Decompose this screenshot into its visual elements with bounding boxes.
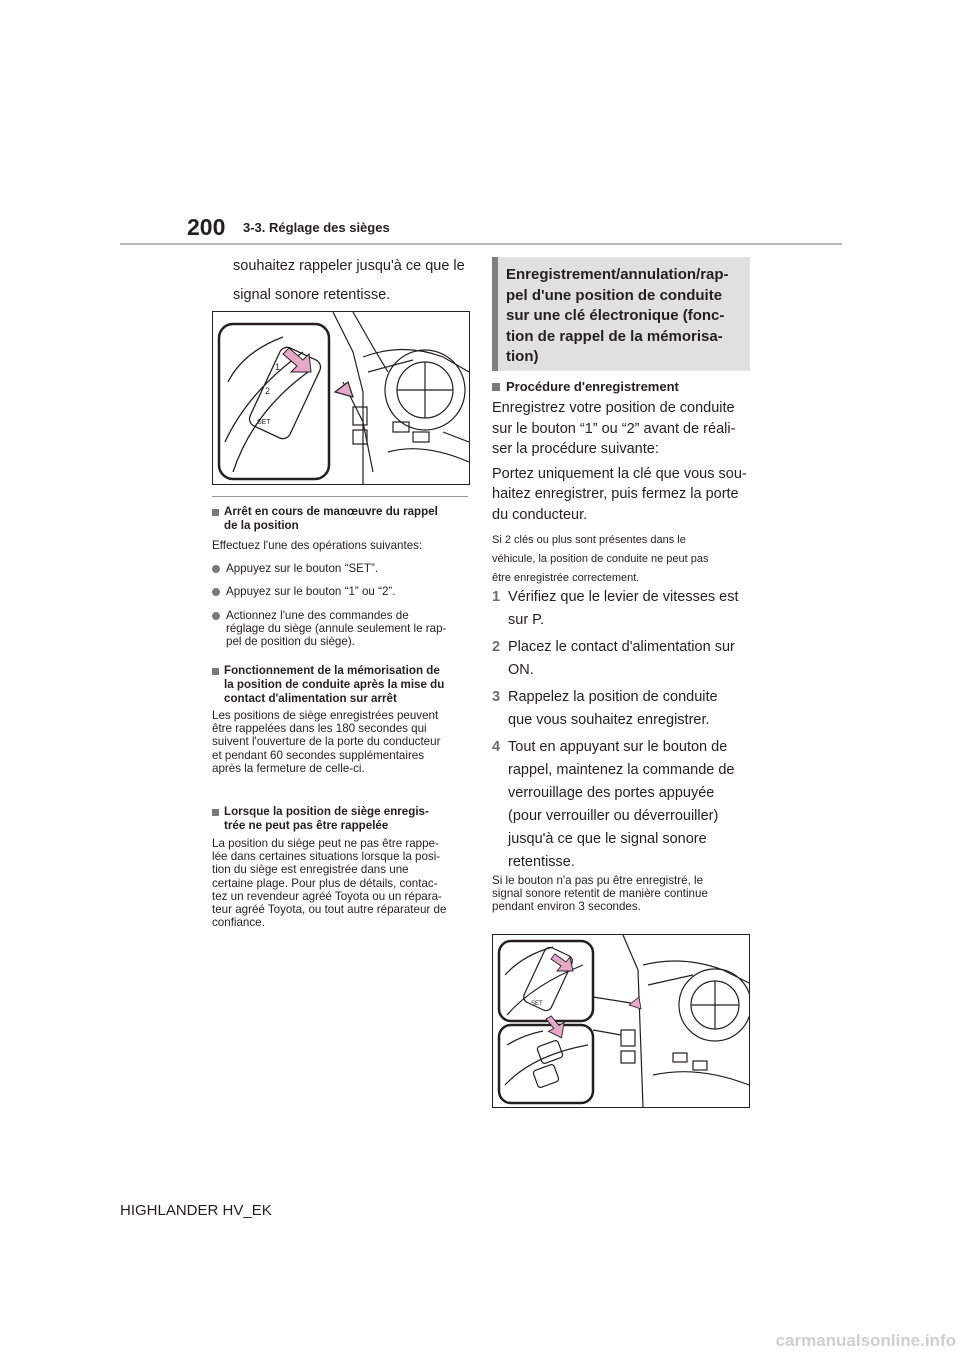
memory-buttons-illustration <box>213 312 469 484</box>
body-line: sur le bouton “1” ou “2” avant de réali- <box>492 420 736 437</box>
figure-memory-buttons <box>212 311 470 485</box>
body-line: certaine plage. Pour plus de détails, contac- <box>212 876 438 890</box>
note-line: Si 2 clés ou plus sont présentes dans le <box>492 534 686 546</box>
figure-key-registration <box>492 934 750 1108</box>
procedure-section <box>492 379 760 588</box>
heading-line: tion de rappel de la mémorisa- <box>506 327 723 345</box>
note-line: Si le bouton n'a pas pu être enregistré, le <box>492 874 704 887</box>
set-button-label: SET <box>257 419 271 426</box>
steps-list <box>492 586 760 874</box>
stop-recall-section <box>212 505 470 648</box>
body-line: La position du siège peut ne pas être rappe- <box>212 837 439 850</box>
step-line: retentisse. <box>508 854 575 870</box>
note-line: pendant environ 3 secondes. <box>492 900 641 914</box>
heading-line: trée ne peut pas être rappelée <box>224 819 389 832</box>
body-line: teur agréé Toyota, ou tout autre réparateur de <box>212 903 447 917</box>
button-1-label: 1 <box>275 362 281 372</box>
button-2-label: 2 <box>265 386 271 396</box>
list-item-text: Appuyez sur le bouton “SET”. <box>226 562 379 576</box>
square-bullet-icon <box>492 383 500 391</box>
step-number: 1 <box>492 589 501 605</box>
divider <box>212 496 468 497</box>
list-item <box>212 562 470 575</box>
step-number: 4 <box>492 739 501 755</box>
intro-line: souhaitez rappeler jusqu'à ce que le <box>233 258 465 274</box>
list-item-text: Appuyez sur le bouton “1” ou “2”. <box>226 585 396 599</box>
body-line: du conducteur. <box>492 506 588 523</box>
round-bullet-icon <box>212 612 220 620</box>
cannot-recall-section <box>212 805 470 929</box>
step-line: jusqu'à ce que le signal sonore <box>508 831 707 847</box>
failure-note <box>492 874 760 914</box>
step-3 <box>492 686 760 732</box>
heading-line: sur une clé électronique (fonc- <box>506 307 725 324</box>
list-item <box>212 609 470 649</box>
memory-after-off-section <box>212 664 470 775</box>
page-number: 200 <box>187 214 226 240</box>
step-2 <box>492 636 760 682</box>
body-line: confiance. <box>212 916 265 930</box>
step-number: 2 <box>492 639 501 655</box>
heading-line: Enregistrement/annulation/rap- <box>506 266 729 283</box>
intro-line: signal sonore retentisse. <box>233 287 391 303</box>
memory-after-off-heading <box>212 664 470 706</box>
chapter-title: 3-3. Réglage des sièges <box>243 220 390 235</box>
square-bullet-icon <box>212 668 219 675</box>
step-number: 3 <box>492 689 501 705</box>
step-line: (pour verrouiller ou déverrouiller) <box>508 808 719 824</box>
square-bullet-icon <box>212 509 219 516</box>
step-line: que vous souhaitez enregistrer. <box>508 712 710 728</box>
heading-line: Fonctionnement de la mémorisation de <box>224 664 440 677</box>
square-bullet-icon <box>212 809 219 816</box>
footer-model: HIGHLANDER HV_EK <box>120 1202 272 1219</box>
note-line: signal sonore retentit de manière continue <box>492 887 708 901</box>
step-4 <box>492 736 760 874</box>
heading-line: tion) <box>506 348 539 365</box>
note-line: véhicule, la position de conduite ne peut pas <box>492 553 709 565</box>
list-item-text: réglage du siège (annule seulement le rap- <box>226 621 447 635</box>
intro-text <box>233 255 473 307</box>
heading-line: pel d'une position de conduite <box>506 286 723 304</box>
heading-line: de la position <box>224 519 299 532</box>
watermark-logo <box>720 1322 960 1358</box>
step-1 <box>492 586 760 632</box>
step-line: sur P. <box>508 612 545 628</box>
header-rule <box>120 243 842 245</box>
body-line: tez un revendeur agréé Toyota ou un répara- <box>212 889 442 903</box>
heading-line: Arrêt en cours de manœuvre du rappel <box>224 505 438 518</box>
stop-intro: Effectuez l'une des opérations suivantes: <box>212 539 423 552</box>
list-item <box>212 585 470 598</box>
body-line: Les positions de siège enregistrées peuvent <box>212 709 439 722</box>
body-line: tion du siège est enregistrée dans une <box>212 863 409 877</box>
body-line: suivent l'ouverture de la porte du conducteur <box>212 735 441 749</box>
body-line: et pendant 60 secondes supplémentaires <box>212 748 425 762</box>
list-item-text: pel de position du siège). <box>226 635 355 649</box>
round-bullet-icon <box>212 588 220 596</box>
procedure-heading <box>492 379 760 394</box>
body-line: après la fermeture de celle-ci. <box>212 761 365 775</box>
step-line: Placez le contact d'alimentation sur <box>508 639 735 655</box>
heading-line: Lorsque la position de siège enregis- <box>224 805 429 818</box>
step-line: Rappelez la position de conduite <box>508 689 718 705</box>
note-line: être enregistrée correctement. <box>492 572 640 584</box>
step-line: Vérifiez que le levier de vitesses est <box>508 589 739 605</box>
body-line: lée dans certaines situations lorsque la posi- <box>212 850 441 864</box>
body-line: ser la procédure suivante: <box>492 441 659 457</box>
set-button-label: SET <box>531 1001 543 1007</box>
section-heading-box <box>492 257 750 371</box>
list-item-text: Actionnez l'une des commandes de <box>226 608 409 622</box>
section-heading-bar <box>492 257 498 371</box>
body-line: être rappelées dans les 180 secondes qui <box>212 722 427 736</box>
cannot-recall-heading <box>212 805 470 833</box>
heading-line: contact d'alimentation sur arrêt <box>224 692 397 705</box>
watermark-text: carmanualsonline.info <box>775 1331 956 1350</box>
step-line: rappel, maintenez la commande de <box>508 762 735 778</box>
round-bullet-icon <box>212 565 220 573</box>
body-line: Portez uniquement la clé que vous sou- <box>492 465 747 482</box>
key-registration-illustration <box>493 935 749 1107</box>
section-heading <box>506 265 746 368</box>
heading-line: la position de conduite après la mise du <box>224 678 445 691</box>
step-line: verrouillage des portes appuyée <box>508 785 715 801</box>
stop-recall-heading <box>212 505 470 533</box>
step-line: Tout en appuyant sur le bouton de <box>508 739 728 755</box>
heading-text: Procédure d'enregistrement <box>506 379 679 394</box>
step-line: ON. <box>508 662 534 678</box>
body-line: Enregistrez votre position de conduite <box>492 400 735 416</box>
body-line: haitez enregistrer, puis fermez la porte <box>492 486 739 502</box>
